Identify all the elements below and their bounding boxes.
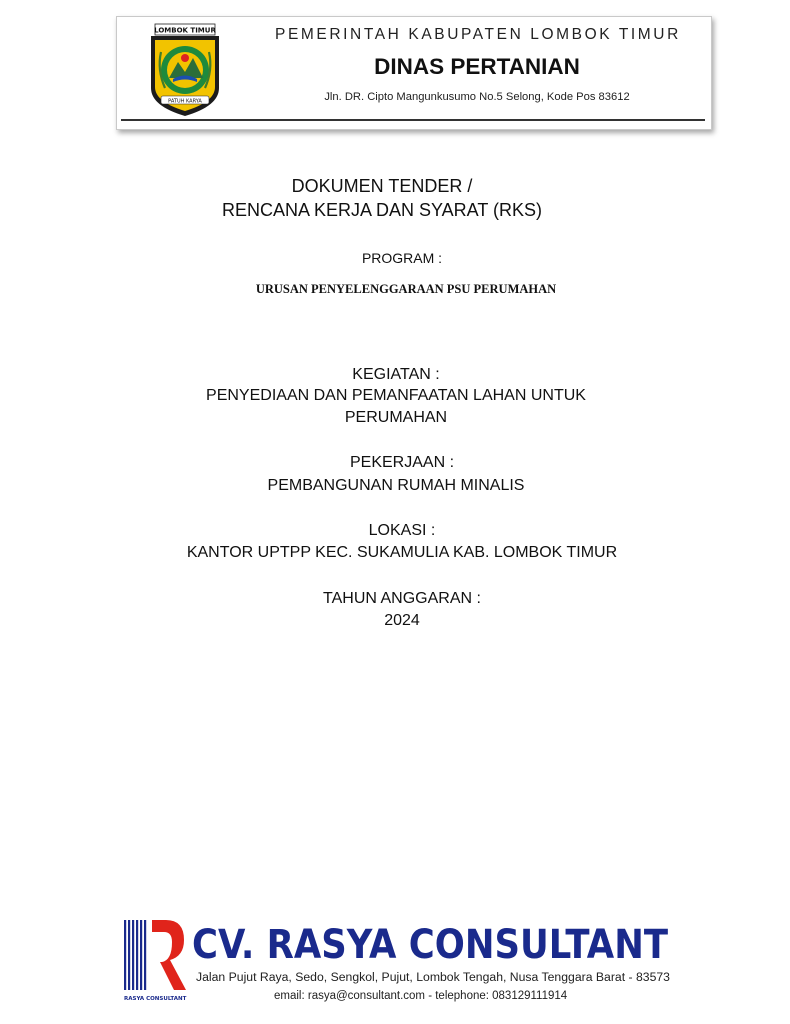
department-address: Jln. DR. Cipto Mangunkusumo No.5 Selong, Kode Pos 83612 [324, 91, 630, 103]
consultant-banner-graphic [122, 910, 673, 1006]
pekerjaan-value: PEMBANGUNAN RUMAH MINALIS [267, 477, 525, 494]
svg-text:PATUH KARYA: PATUH KARYA [168, 98, 202, 105]
kegiatan-value-line1: PENYEDIAAN DAN PEMANFAATAN LAHAN UNTUK [206, 387, 586, 404]
tahun-anggaran-label: TAHUN ANGGARAN : [323, 590, 481, 607]
lombok-timur-emblem-icon [147, 22, 223, 118]
svg-text:LOMBOK TIMUR: LOMBOK TIMUR [154, 26, 216, 35]
program-value: URUSAN PENYELENGGARAAN PSU PERUMAHAN [255, 282, 557, 296]
pekerjaan-label: PEKERJAAN : [349, 454, 455, 471]
letterhead [116, 16, 712, 130]
document-title-line2: RENCANA KERJA DAN SYARAT (RKS) [221, 200, 543, 220]
consultant-contact: email: rasya@consultant.com - telephone: 083129111914 [274, 990, 568, 1002]
lokasi-label: LOKASI : [368, 522, 436, 539]
kegiatan-label: KEGIATAN : [352, 366, 440, 383]
consultant-banner [122, 910, 673, 1006]
program-label: PROGRAM : [361, 250, 443, 266]
svg-text:RASYA CONSULTANT: RASYA CONSULTANT [124, 996, 187, 1002]
document-title-line1: DOKUMEN TENDER / [291, 176, 473, 196]
consultant-name: CV. RASYA CONSULTANT [192, 922, 669, 968]
letterhead-divider [121, 119, 705, 121]
government-name: PEMERINTAH KABUPATEN LOMBOK TIMUR [275, 26, 681, 43]
tahun-anggaran-value: 2024 [384, 612, 420, 629]
lokasi-value: KANTOR UPTPP KEC. SUKAMULIA KAB. LOMBOK TIMUR [186, 544, 618, 561]
kegiatan-value-line2: PERUMAHAN [344, 409, 448, 426]
department-name: DINAS PERTANIAN [374, 54, 580, 79]
consultant-address: Jalan Pujut Raya, Sedo, Sengkol, Pujut, Lombok Tengah, Nusa Tenggara Barat - 83573 [196, 972, 670, 984]
